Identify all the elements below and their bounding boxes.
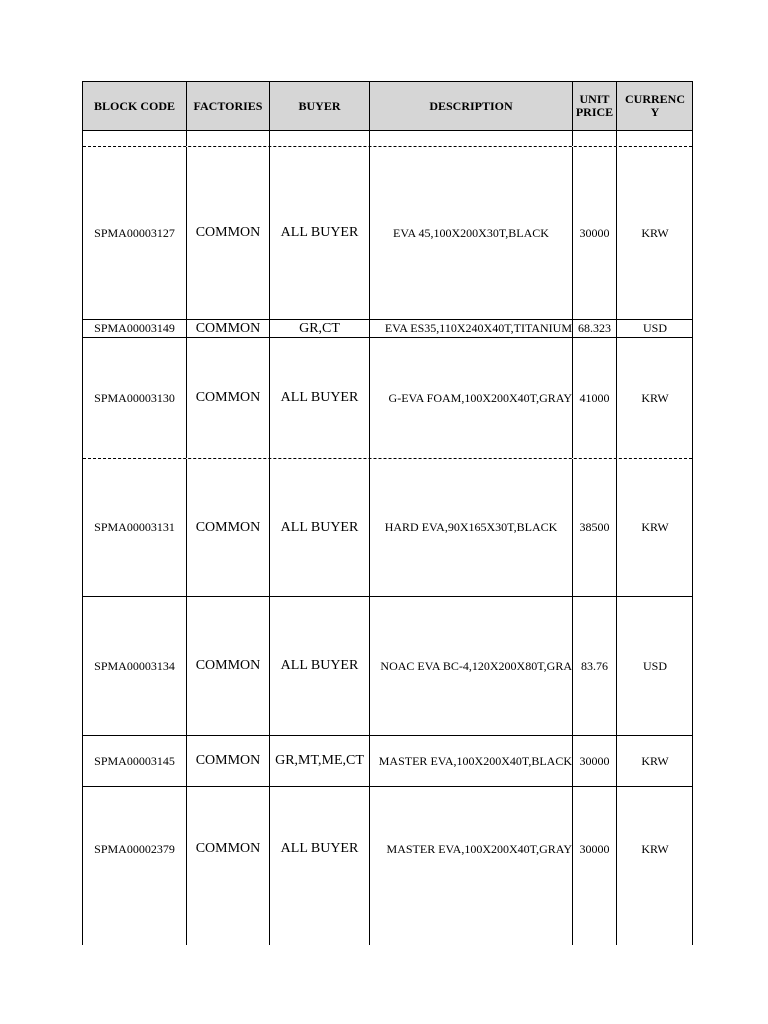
cell-description: EVA 45,100X200X30T,BLACK xyxy=(370,147,573,319)
cell-currency: KRW xyxy=(641,225,669,240)
cell-description xyxy=(370,338,573,458)
cell-description xyxy=(370,597,573,735)
cell-unit-price: 38500 xyxy=(573,459,617,596)
cell-description: HARD EVA,90X165X30T,BLACK xyxy=(370,459,573,596)
cell-currency: KRW xyxy=(641,841,669,856)
cell-block-code: SPMA00003131 xyxy=(83,459,187,596)
cell-buyer: ALL BUYER xyxy=(270,338,370,458)
cell-factories: COMMON xyxy=(187,736,270,786)
cell-factories: COMMON xyxy=(187,459,270,596)
cell-unit-price: 83.76 xyxy=(573,597,617,735)
cell-unit-price: 30000 xyxy=(573,787,617,945)
header-currency xyxy=(617,82,693,130)
cell-factories: COMMON xyxy=(187,320,270,337)
header-unit-price xyxy=(573,82,617,130)
cell-factories: COMMON xyxy=(187,338,270,458)
cell-block-code: SPMA00003145 xyxy=(83,736,187,786)
cell-unit-price: 41000 xyxy=(573,338,617,458)
cell-currency: KRW xyxy=(641,753,669,768)
cell-buyer: ALL BUYER xyxy=(270,597,370,735)
cell-block-code: SPMA00003127 xyxy=(83,147,187,319)
cell-buyer: GR,CT xyxy=(270,320,370,337)
description-text: G-EVA FOAM,100X200X40T,GRAY xyxy=(388,390,572,405)
cell-currency: USD xyxy=(642,321,667,335)
table-header xyxy=(83,82,692,131)
table-row xyxy=(83,787,692,945)
cell-unit-price: 30000 xyxy=(573,147,617,319)
empty-cell xyxy=(573,131,617,146)
description-text: MASTER EVA,100X200X40T,BLACK xyxy=(378,753,572,768)
empty-cell xyxy=(83,131,187,146)
empty-cell xyxy=(270,131,370,146)
header-factories: FACTORIES xyxy=(187,82,270,130)
cell-description xyxy=(370,787,573,945)
cell-block-code: SPMA00003149 xyxy=(83,320,187,337)
empty-cell xyxy=(617,131,693,146)
cell-factories: COMMON xyxy=(187,147,270,319)
cell-unit-price: 30000 xyxy=(573,736,617,786)
empty-cell xyxy=(370,131,573,146)
cell-buyer: ALL BUYER xyxy=(270,787,370,945)
table-row xyxy=(83,338,692,459)
empty-cell xyxy=(187,131,270,146)
table-row xyxy=(83,320,692,338)
cell-block-code: SPMA00003130 xyxy=(83,338,187,458)
cell-currency: KRW xyxy=(641,390,669,405)
empty-row xyxy=(83,130,692,147)
cell-currency: USD xyxy=(642,658,667,673)
cell-block-code: SPMA00003134 xyxy=(83,597,187,735)
cell-factories: COMMON xyxy=(187,787,270,945)
table-row xyxy=(83,459,692,597)
cell-buyer: ALL BUYER xyxy=(270,459,370,596)
header-block-code: BLOCK CODE xyxy=(83,82,187,130)
cell-block-code: SPMA00002379 xyxy=(83,787,187,945)
header-description: DESCRIPTION xyxy=(370,82,573,130)
cell-factories: COMMON xyxy=(187,597,270,735)
cell-currency: KRW xyxy=(641,520,669,534)
price-table xyxy=(82,81,693,945)
cell-description xyxy=(370,320,573,337)
header-buyer: BUYER xyxy=(270,82,370,130)
cell-unit-price: 68.323 xyxy=(573,320,617,337)
description-text: EVA ES35,110X240X40T,TITANIUM xyxy=(384,321,572,335)
table-row xyxy=(83,736,692,787)
table-row xyxy=(83,597,692,736)
header-currency-label: CURRENC Y xyxy=(625,92,685,119)
description-text: MASTER EVA,100X200X40T,GRAY xyxy=(386,841,572,856)
header-unit-price-label: UNIT PRICE xyxy=(575,92,614,119)
cell-buyer: GR,MT,ME,CT xyxy=(270,736,370,786)
cell-description xyxy=(370,736,573,786)
table-row xyxy=(83,147,692,320)
cell-buyer: ALL BUYER xyxy=(270,147,370,319)
description-text: NOAC EVA BC-4,120X200X80T,GRA xyxy=(380,658,572,673)
